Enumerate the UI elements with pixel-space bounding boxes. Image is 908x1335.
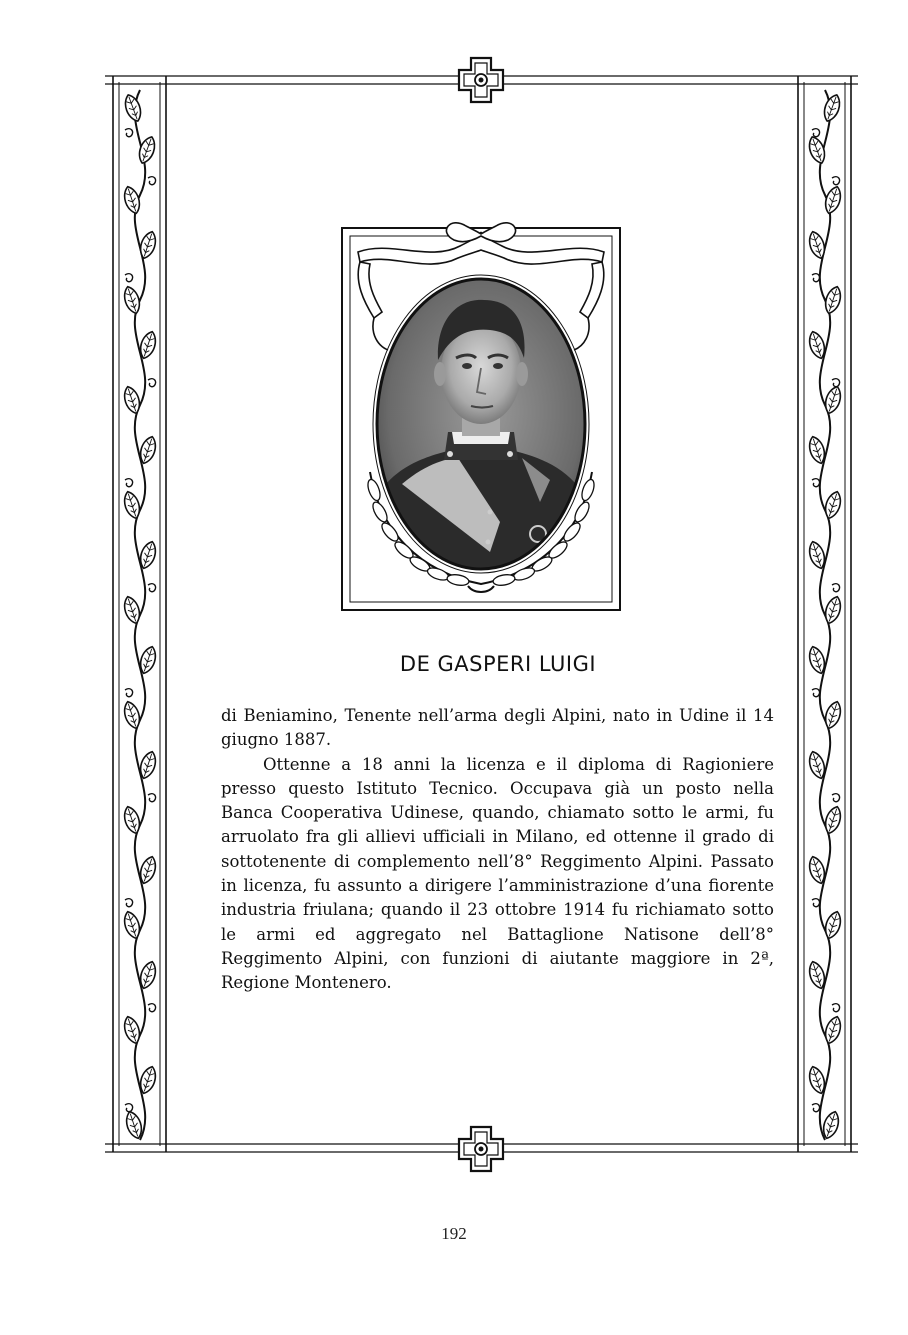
portrait-photo: [340, 222, 622, 612]
person-name-heading: DE GASPERI LUIGI: [399, 652, 597, 676]
greek-cross-medallion-icon: [459, 1127, 503, 1171]
page-number: 192: [441, 1224, 467, 1243]
greek-cross-medallion-icon: [459, 58, 503, 102]
biography-paragraph: di Beniamino, Tenente nell’arma degli Alpini, nato in Udine il 14 giugno 1887.: [221, 706, 774, 750]
biography-text: [221, 704, 774, 996]
biography-paragraph: Ottenne a 18 anni la licenza e il diploma di Ragioniere presso questo Istituto Tecnico. Occupava già un posto nella Banca Cooperativa Udinese, quando, chiamato sotto le armi, fu arruolato fra gli allievi ufficiali in Milano, ed ottenne il grado di sottotenente di complemento nell’8° Reggimento Alpini. Passato in licenza, fu assunto a dirigere l’amministrazione d’una fiorente industria friulana; quando il 23 ottobre 1914 fu richiamato sotto le armi ed aggregato nel Battaglione Natisone dell’8° Reggimento Alpini, con funzioni di aiutante maggiore in 2ª, Regione Montenero.: [221, 754, 774, 993]
vine-border-icon: [113, 76, 166, 1152]
vine-border-icon: [798, 76, 851, 1152]
